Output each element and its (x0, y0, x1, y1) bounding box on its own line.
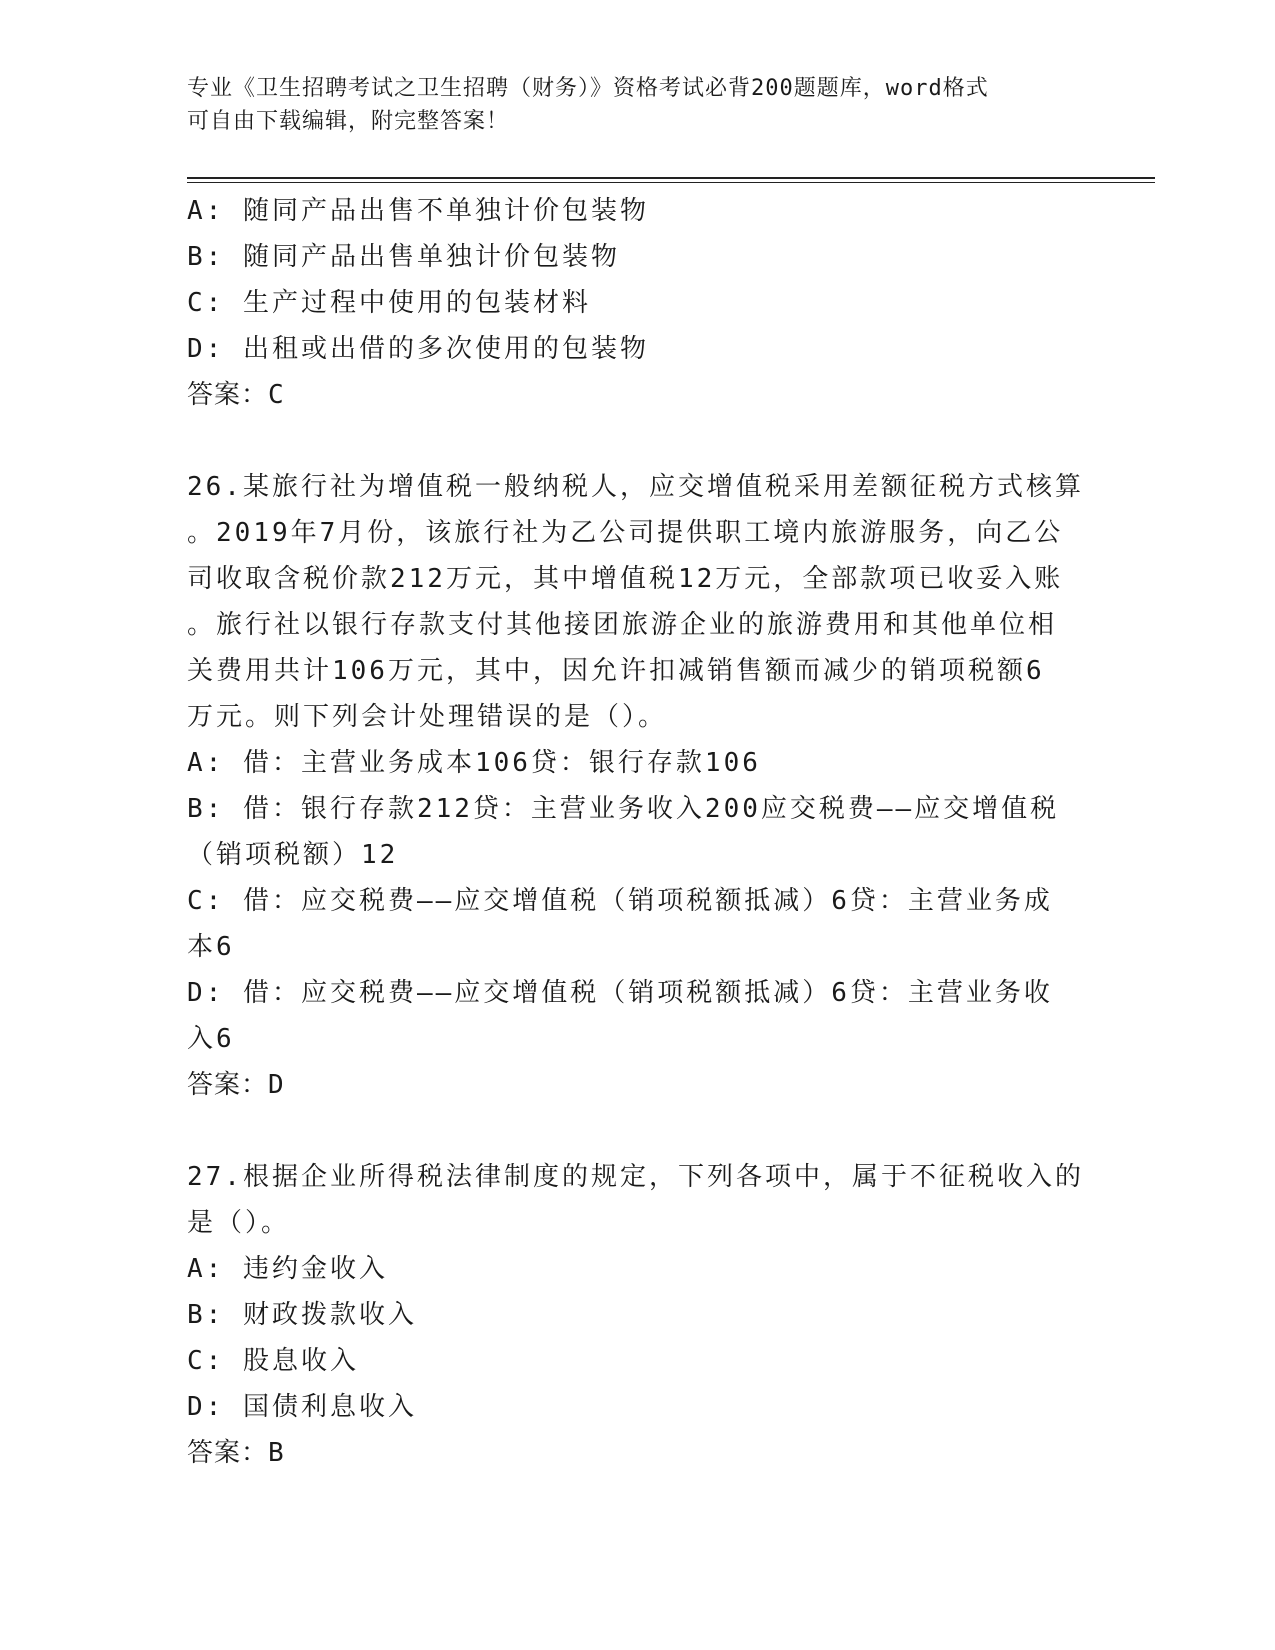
answer: 答案：B (187, 1438, 285, 1468)
document-header (187, 72, 1067, 138)
option-d: D: 借：应交税费——应交增值税（销项税额抵减）6贷：主营业务收 (187, 978, 1053, 1008)
question-stem-line: 是（）。 (187, 1208, 291, 1238)
question-stem-line: 万元。则下列会计处理错误的是（）。 (187, 702, 668, 732)
question-stem-line: 26.某旅行社为增值税一般纳税人，应交增值税采用差额征税方式核算 (187, 472, 1084, 502)
answer: 答案：C (187, 380, 285, 410)
question-25 (187, 188, 1087, 418)
question-27 (187, 1154, 1087, 1476)
spacer (187, 1108, 1087, 1154)
question-stem-line: 。旅行社以银行存款支付其他接团旅游企业的旅游费用和其他单位相 (187, 610, 1058, 640)
header-rule-thick (187, 177, 1155, 179)
option-b-continued: （销项税额）12 (187, 840, 399, 870)
option-d: D: 国债利息收入 (187, 1392, 417, 1422)
option-d-continued: 入6 (187, 1024, 235, 1054)
header-rule-thin (187, 182, 1155, 183)
option-b: B: 财政拨款收入 (187, 1300, 417, 1330)
option-a: A: 违约金收入 (187, 1254, 388, 1284)
option-c: C: 借：应交税费——应交增值税（销项税额抵减）6贷：主营业务成 (187, 886, 1053, 916)
question-stem-line: 司收取含税价款212万元，其中增值税12万元，全部款项已收妥入账 (187, 564, 1064, 594)
question-26 (187, 464, 1087, 1108)
header-line-2: 可自由下载编辑，附完整答案！ (187, 109, 510, 134)
answer: 答案：D (187, 1070, 285, 1100)
option-b: B: 随同产品出售单独计价包装物 (187, 242, 620, 272)
question-stem-line: 27.根据企业所得税法律制度的规定，下列各项中，属于不征税收入的 (187, 1162, 1084, 1192)
question-stem-line: 关费用共计106万元，其中，因允许扣减销售额而减少的销项税额6 (187, 656, 1045, 686)
header-line-1: 专业《卫生招聘考试之卫生招聘（财务）》资格考试必背200题题库，word格式 (187, 76, 989, 101)
question-stem-line: 。2019年7月份，该旅行社为乙公司提供职工境内旅游服务，向乙公 (187, 518, 1064, 548)
spacer (187, 418, 1087, 464)
option-c: C: 股息收入 (187, 1346, 359, 1376)
option-c-continued: 本6 (187, 932, 235, 962)
option-b: B: 借：银行存款212贷：主营业务收入200应交税费——应交增值税 (187, 794, 1060, 824)
question-content (187, 188, 1087, 1476)
option-d: D: 出租或出借的多次使用的包装物 (187, 334, 649, 364)
option-c: C: 生产过程中使用的包装材料 (187, 288, 591, 318)
option-a: A: 随同产品出售不单独计价包装物 (187, 196, 649, 226)
option-a: A: 借：主营业务成本106贷：银行存款106 (187, 748, 761, 778)
